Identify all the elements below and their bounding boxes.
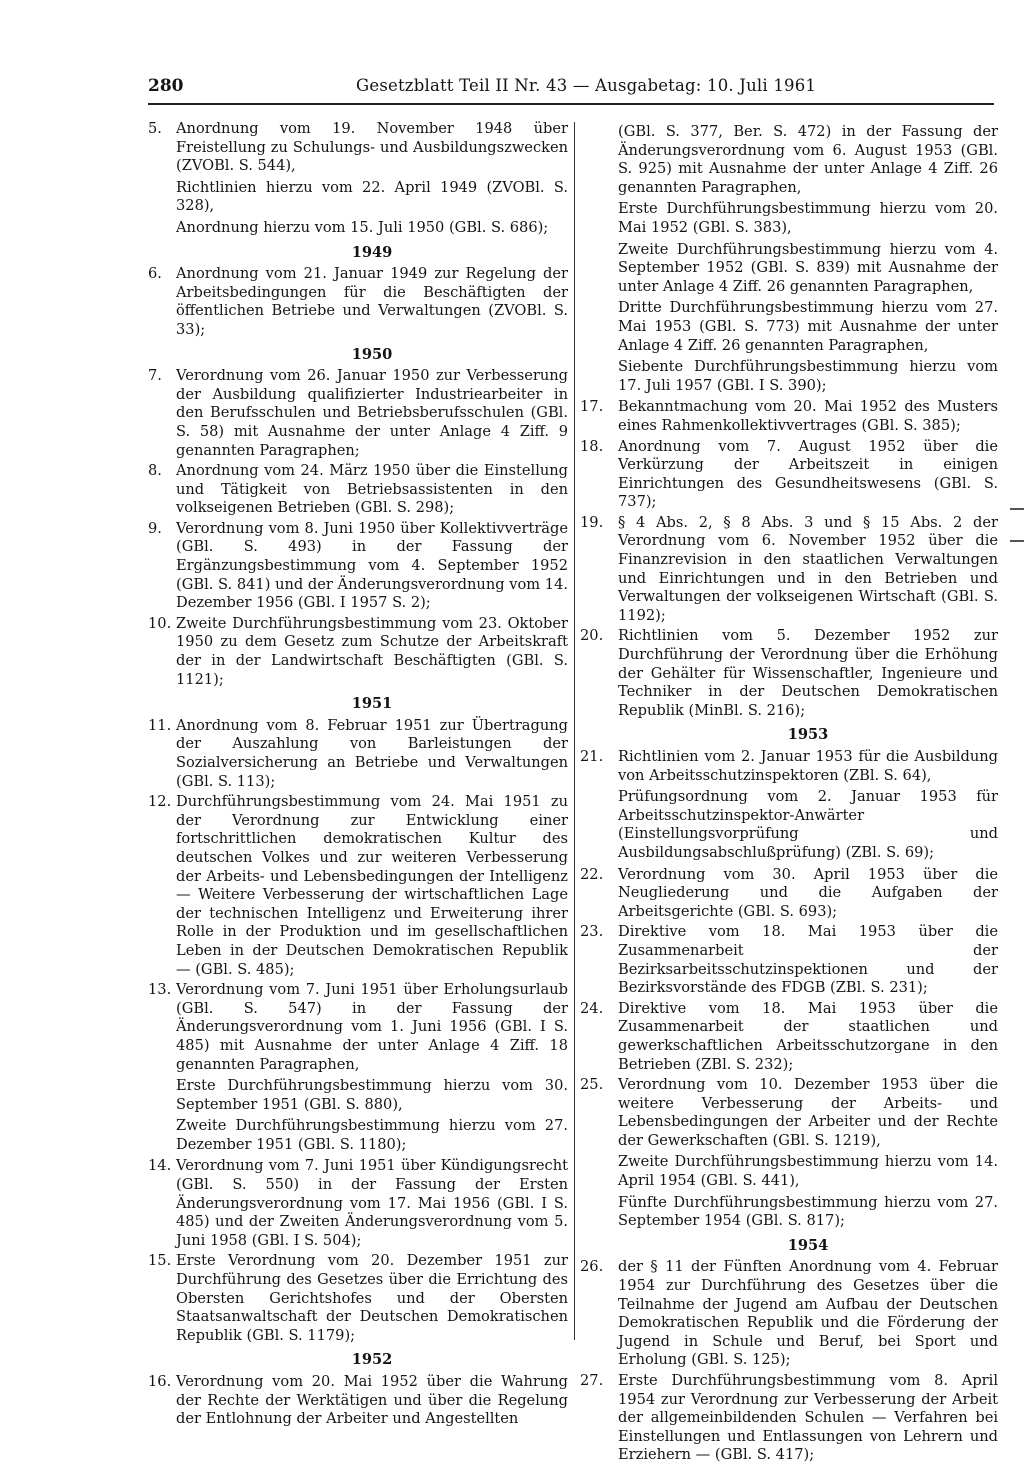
item-text: Direktive vom 18. Mai 1953 über die Zusammenarbeit der staatlichen und gewerkschaftlichen Arbeitsschutzorgane in den Betrieben (ZBl. S. 232);	[618, 999, 998, 1073]
item-text: Erste Verordnung vom 20. Dezember 1951 zur Durchführung des Gesetzes über die Errichtung des Obersten Gerichtshofes und der Obersten Staatsanwaltschaft der Deutschen Demokratischen Republik (GBl. S. 1179);	[176, 1252, 568, 1344]
item-number: 12.	[148, 793, 172, 811]
sub-item: Anordnung hierzu vom 15. Juli 1950 (GBl. S. 686);	[176, 218, 549, 236]
item-number: 25.	[580, 1076, 604, 1094]
year-heading: 1950	[351, 345, 393, 363]
item-text: Verordnung vom 26. Januar 1950 zur Verbesserung der Ausbildung qualifizierter Industriearbeiter in den Berufsschulen und Betriebsberufsschulen (GBl. S. 58) mit Ausnahme der unter Anlage 4 Ziff. 9 genannten Paragraphen;	[176, 367, 568, 459]
item-number: 11.	[148, 716, 172, 734]
item-text: Anordnung vom 21. Januar 1949 zur Regelung der Arbeitsbedingungen für die Beschäftigten der öffentlichen Betriebe und Verwaltungen (ZVOBl. S. 33);	[176, 265, 568, 338]
header-title: Gesetzblatt Teil II Nr. 43 — Ausgabetag: 10. Juli 1961	[356, 76, 817, 95]
item-text: Bekanntmachung vom 20. Mai 1952 des Musters eines Rahmenkollektivvertrages (GBl. S. 385);	[618, 398, 998, 434]
sub-item: Zweite Durchführungsbestimmung hierzu vom 14. April 1954 (GBl. S. 441),	[618, 1153, 998, 1190]
item-text: Erste Durchführungsbestimmung vom 8. April 1954 zur Verordnung zur Verbesserung der Arbeit der allgemeinbildenden Schulen — Verfahren bei Einstellungen und Entlassungen von Lehrern und Erziehern — (GBl. S. 417);	[618, 1372, 998, 1464]
list-item	[580, 1076, 998, 1150]
sub-item: Prüfungsordnung vom 2. Januar 1953 für Arbeitsschutzinspektor-Anwärter (Einstellungsvorprüfung und Ausbildungsabschlußprüfung) (ZBl. S. 69);	[618, 788, 998, 861]
item-number: 22.	[580, 865, 604, 883]
item-number: 7.	[148, 367, 162, 385]
list-item	[148, 1373, 568, 1429]
sub-item: Siebente Durchführungsbestimmung hierzu vom 17. Juli 1957 (GBl. I S. 390);	[618, 358, 998, 394]
list-item	[580, 514, 998, 626]
sub-item: Erste Durchführungsbestimmung hierzu vom 20. Mai 1952 (GBl. S. 383),	[618, 200, 998, 236]
list-item	[580, 627, 998, 720]
list-item	[580, 438, 998, 512]
sub-item: Fünfte Durchführungsbestimmung hierzu vom 27. September 1954 (GBl. S. 817);	[618, 1193, 998, 1230]
scan-edge-mark	[1010, 540, 1024, 542]
sub-item: Dritte Durchführungsbestimmung hierzu vom 27. Mai 1953 (GBl. S. 773) mit Ausnahme der unter Anlage 4 Ziff. 26 genannten Paragraphen,	[618, 299, 998, 354]
list-item	[148, 120, 568, 176]
item-number: 26.	[580, 1258, 604, 1276]
item-number: 16.	[148, 1373, 172, 1390]
item-number: 20.	[580, 627, 604, 645]
item-text: Richtlinien vom 5. Dezember 1952 zur Durchführung der Verordnung über die Erhöhung der Gehälter für Wissenschaftler, Ingenieure und Techniker in der Deutschen Demokratischen Republik (MinBl. S. 216);	[618, 627, 998, 719]
list-item	[580, 748, 998, 785]
list-item	[148, 265, 568, 339]
column-divider	[574, 122, 575, 1340]
list-item	[148, 1252, 568, 1345]
item-text: Durchführungsbestimmung vom 24. Mai 1951 zu der Verordnung zur Entwicklung einer fortschrittlichen demokratischen Kultur des deutschen Volkes und zur weiteren Verbesserung der Arbeits- und Lebensbedingungen der Intelligenz — Weitere Verbesserung der wirtschaftlichen Lage der technischen Intelligenz und Erweiterung ihrer Rolle in der Produktion und im gesellschaftlichen Leben in der Deutschen Demokratischen Republik — (GBl. S. 485);	[176, 793, 568, 978]
item-text: Verordnung vom 20. Mai 1952 über die Wahrung der Rechte der Werktätigen und über die Regelung der Entlohnung der Arbeiter und Angestellten	[176, 1373, 568, 1428]
year-heading: 1951	[351, 695, 393, 713]
item-text: § 4 Abs. 2, § 8 Abs. 3 und § 15 Abs. 2 der Verordnung vom 6. November 1952 über die Finanzrevision in den staatlichen Verwaltungen und Einrichtungen und in den Betrieben und Verwaltungen der volkseigenen Wirtschaft (GBl. S. 1192);	[618, 513, 998, 624]
list-item	[580, 1372, 998, 1465]
sub-item: Erste Durchführungsbestimmung hierzu vom 30. September 1951 (GBl. S. 880),	[176, 1077, 568, 1113]
list-item	[148, 462, 568, 518]
item-number: 5.	[148, 120, 162, 137]
item-number: 8.	[148, 462, 162, 480]
list-item	[580, 1258, 998, 1370]
item-number: 27.	[580, 1372, 604, 1389]
item-number: 14.	[148, 1157, 172, 1175]
list-item	[148, 615, 568, 689]
continued-text: (GBl. S. 377, Ber. S. 472) in der Fassung der Änderungsverordnung vom 6. August 1953 (GBl. S. 925) mit Ausnahme der unter Anlage 4 Ziff. 26 genannten Paragraphen,	[618, 123, 998, 196]
item-number: 9.	[148, 519, 162, 537]
item-text: Verordnung vom 7. Juni 1951 über Kündigungsrecht (GBl. S. 550) in der Fassung der Ersten Änderungsverordnung vom 17. Mai 1956 (GBl. I S. 485) und der Zweiten Änderungsverordnung vom 5. Juni 1958 (GBl. I S. 504);	[176, 1157, 568, 1249]
list-item	[148, 717, 568, 791]
right-column	[580, 120, 998, 1467]
item-text: Verordnung vom 8. Juni 1950 über Kollektivverträge (GBl. S. 493) in der Fassung der Ergänzungsbestimmung vom 4. September 1952 (GBl. S. 841) und der Änderungsverordnung vom 14. Dezember 1956 (GBl. I 1957 S. 2);	[176, 519, 568, 612]
list-item	[580, 398, 998, 435]
item-number: 19.	[580, 513, 604, 531]
left-column	[148, 120, 568, 1431]
list-item	[148, 793, 568, 979]
year-heading: 1954	[787, 1236, 829, 1254]
item-number: 6.	[148, 265, 162, 283]
year-heading: 1949	[351, 243, 393, 261]
item-text: Verordnung vom 10. Dezember 1953 über die weitere Verbesserung der Arbeits- und Lebensbedingungen der Arbeiter und der Rechte der Gewerkschaften (GBl. S. 1219),	[618, 1076, 998, 1149]
sub-item: Zweite Durchführungsbestimmung hierzu vom 27. Dezember 1951 (GBl. S. 1180);	[176, 1117, 568, 1153]
year-heading: 1953	[787, 726, 829, 744]
scan-edge-mark	[1010, 508, 1024, 510]
sub-item: Zweite Durchführungsbestimmung hierzu vom 4. September 1952 (GBl. S. 839) mit Ausnahme der unter Anlage 4 Ziff. 26 genannten Paragraphen,	[618, 240, 998, 295]
item-number: 13.	[148, 981, 172, 999]
list-item	[148, 1157, 568, 1250]
item-text: der § 11 der Fünften Anordnung vom 4. Februar 1954 zur Durchführung des Gesetzes über die Teilnahme der Jugend am Aufbau der Deutschen Demokratischen Republik und die Förderung der Jugend in Schule und Beruf, bei Sport und Erholung (GBl. S. 125);	[618, 1258, 998, 1369]
page-header	[148, 76, 994, 106]
item-text: Verordnung vom 7. Juni 1951 über Erholungsurlaub (GBl. S. 547) in der Fassung der Änderungsverordnung vom 1. Juni 1956 (GBl. I S. 485) mit Ausnahme der unter Anlage 4 Ziff. 18 genannten Paragraphen,	[176, 981, 568, 1073]
item-text: Zweite Durchführungsbestimmung vom 23. Oktober 1950 zu dem Gesetz zum Schutze der Arbeitskraft der in der Landwirtschaft Beschäftigten (GBl. S. 1121);	[176, 614, 568, 688]
item-number: 17.	[580, 398, 604, 416]
item-text: Anordnung vom 7. August 1952 über die Verkürzung der Arbeitszeit in einigen Einrichtungen des Gesundheitswesens (GBl. S. 737);	[618, 437, 998, 511]
list-item	[148, 981, 568, 1074]
item-number: 23.	[580, 923, 604, 941]
item-text: Anordnung vom 24. März 1950 über die Einstellung und Tätigkeit von Betriebsassistenten in den volkseigenen Betrieben (GBl. S. 298);	[176, 462, 568, 517]
page-number: 280	[148, 76, 184, 96]
item-number: 24.	[580, 999, 604, 1017]
list-item	[148, 520, 568, 613]
item-text: Direktive vom 18. Mai 1953 über die Zusammenarbeit der Bezirksarbeitsschutzinspektionen und der Bezirksvorstände des FDGB (ZBl. S. 231);	[618, 923, 998, 997]
item-text: Richtlinien vom 2. Januar 1953 für die Ausbildung von Arbeitsschutzinspektoren (ZBl. S. 64),	[618, 748, 998, 784]
header-rule	[148, 103, 994, 105]
list-item	[580, 866, 998, 922]
list-item	[580, 1000, 998, 1074]
list-item	[580, 923, 998, 997]
item-number: 15.	[148, 1252, 172, 1270]
item-number: 18.	[580, 437, 604, 455]
item-number: 10.	[148, 614, 172, 632]
list-item	[148, 367, 568, 460]
item-text: Verordnung vom 30. April 1953 über die Neugliederung und die Aufgaben der Arbeitsgerichte (GBl. S. 693);	[618, 865, 998, 920]
item-text: Anordnung vom 19. November 1948 über Freistellung zu Schulungs- und Ausbildungszwecken (ZVOBl. S. 544),	[176, 120, 568, 175]
item-number: 21.	[580, 748, 604, 765]
sub-item: Richtlinien hierzu vom 22. April 1949 (ZVOBl. S. 328),	[176, 178, 568, 215]
item-text: Anordnung vom 8. Februar 1951 zur Übertragung der Auszahlung von Barleistungen der Sozialversicherung an Betriebe und Verwaltungen (GBl. S. 113);	[176, 716, 568, 790]
year-heading: 1952	[351, 1351, 393, 1369]
